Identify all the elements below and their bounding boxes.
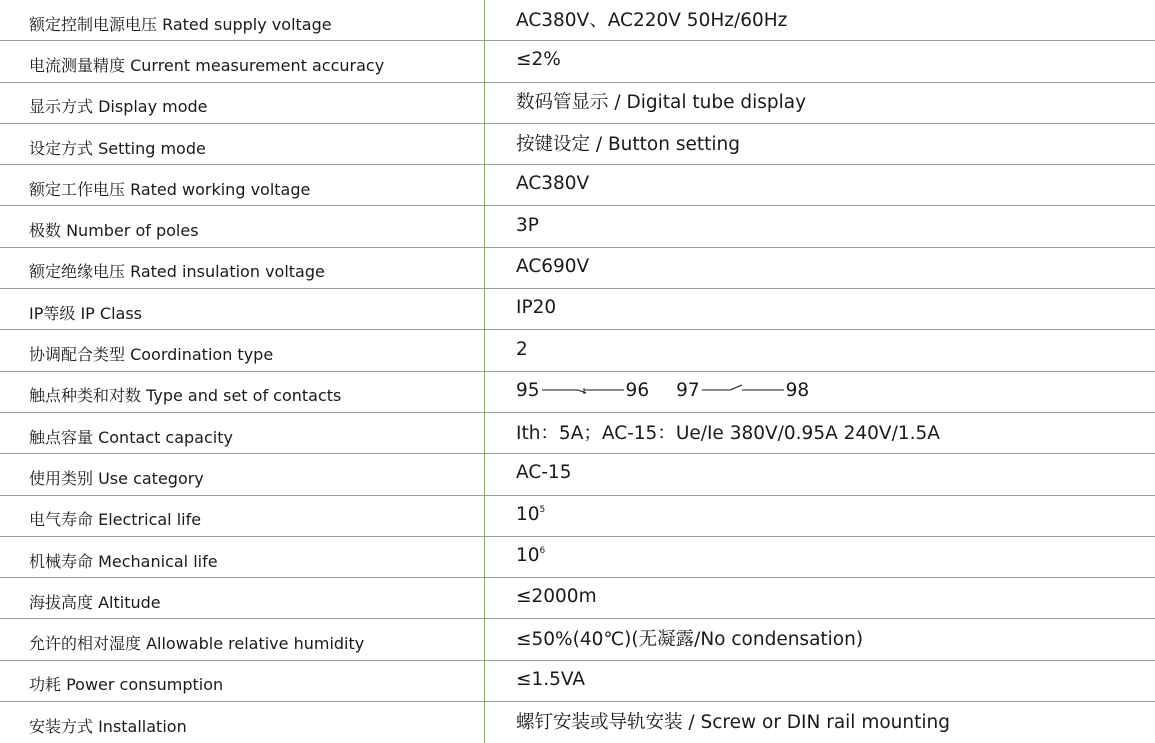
spec-value: ≤2000m bbox=[516, 586, 597, 608]
table-row bbox=[0, 578, 1155, 619]
electrical-life-exponent: 5 bbox=[539, 504, 546, 515]
spec-value: 3P bbox=[516, 214, 539, 236]
table-row bbox=[0, 248, 1155, 289]
nc-contact-end: 96 bbox=[625, 379, 650, 401]
spec-label: 功耗 Power consumption bbox=[29, 675, 224, 695]
normally-open-contact-icon bbox=[700, 382, 786, 398]
spec-value bbox=[485, 380, 1155, 404]
spec-value: AC380V bbox=[516, 173, 590, 195]
no-contact-end: 98 bbox=[785, 379, 810, 401]
spec-value bbox=[485, 504, 1155, 528]
spec-value: ≤50%(40℃)(无凝露/No condensation) bbox=[516, 629, 864, 651]
spec-label: 电气寿命 Electrical life bbox=[29, 510, 202, 530]
spec-value: ≤2% bbox=[516, 49, 561, 71]
spec-label: 使用类别 Use category bbox=[29, 468, 204, 488]
spec-label: 设定方式 Setting mode bbox=[29, 138, 206, 158]
table-row bbox=[0, 454, 1155, 495]
table-row bbox=[0, 702, 1155, 743]
spec-value: 螺钉安装或导轨安装 / Screw or DIN rail mounting bbox=[516, 712, 950, 734]
spec-value: IP20 bbox=[516, 297, 557, 319]
spec-value: AC690V bbox=[516, 255, 590, 277]
spec-value: 数码管显示 / Digital tube display bbox=[516, 92, 807, 114]
spec-label: 极数 Number of poles bbox=[29, 221, 199, 241]
table-row bbox=[0, 206, 1155, 247]
spec-value: 2 bbox=[516, 338, 528, 360]
nc-contact-start: 95 bbox=[516, 379, 540, 401]
table-row bbox=[0, 289, 1155, 330]
spec-label: 额定绝缘电压 Rated insulation voltage bbox=[29, 262, 325, 282]
table-row bbox=[0, 330, 1155, 371]
mechanical-life-exponent: 6 bbox=[539, 546, 546, 556]
contact-diagram bbox=[516, 380, 809, 401]
spec-label: 额定工作电压 Rated working voltage bbox=[29, 179, 311, 199]
table-row bbox=[0, 83, 1155, 124]
spec-value bbox=[485, 545, 1155, 569]
spec-value: ≤1.5VA bbox=[516, 668, 586, 690]
table-row bbox=[0, 165, 1155, 206]
mechanical-life-base: 10 bbox=[516, 545, 540, 566]
spec-value: AC380V、AC220V 50Hz/60Hz bbox=[516, 9, 788, 31]
spec-label: 额定控制电源电压 Rated supply voltage bbox=[29, 14, 332, 34]
normally-closed-contact-icon bbox=[540, 382, 626, 398]
spec-label: IP等级 IP Class bbox=[29, 303, 143, 323]
table-row bbox=[0, 619, 1155, 660]
table-row bbox=[0, 496, 1155, 537]
table-row bbox=[0, 661, 1155, 702]
spec-value: AC-15 bbox=[516, 462, 572, 484]
spec-value: 按键设定 / Button setting bbox=[516, 133, 740, 155]
spec-label: 机械寿命 Mechanical life bbox=[29, 551, 218, 571]
spec-label: 安装方式 Installation bbox=[29, 717, 187, 737]
spec-value: Ith：5A；AC-15：Ue/Ie 380V/0.95A 240V/1.5A bbox=[516, 422, 940, 444]
spec-label: 海拔高度 Altitude bbox=[29, 592, 161, 612]
spec-label: 允许的相对湿度 Allowable relative humidity bbox=[29, 634, 365, 654]
spec-label: 显示方式 Display mode bbox=[29, 97, 208, 117]
spec-label: 协调配合类型 Coordination type bbox=[29, 345, 274, 365]
table-row bbox=[0, 124, 1155, 165]
spec-label: 触点种类和对数 Type and set of contacts bbox=[29, 386, 342, 406]
spec-label: 电流测量精度 Current measurement accuracy bbox=[29, 55, 385, 75]
table-row bbox=[0, 413, 1155, 454]
electrical-life-base: 10 bbox=[516, 503, 540, 525]
spec-label: 触点容量 Contact capacity bbox=[29, 427, 233, 447]
table-row bbox=[0, 372, 1155, 413]
table-row bbox=[0, 41, 1155, 82]
table-row bbox=[0, 537, 1155, 578]
table-row bbox=[0, 0, 1155, 41]
no-contact-start: 97 bbox=[676, 379, 700, 401]
